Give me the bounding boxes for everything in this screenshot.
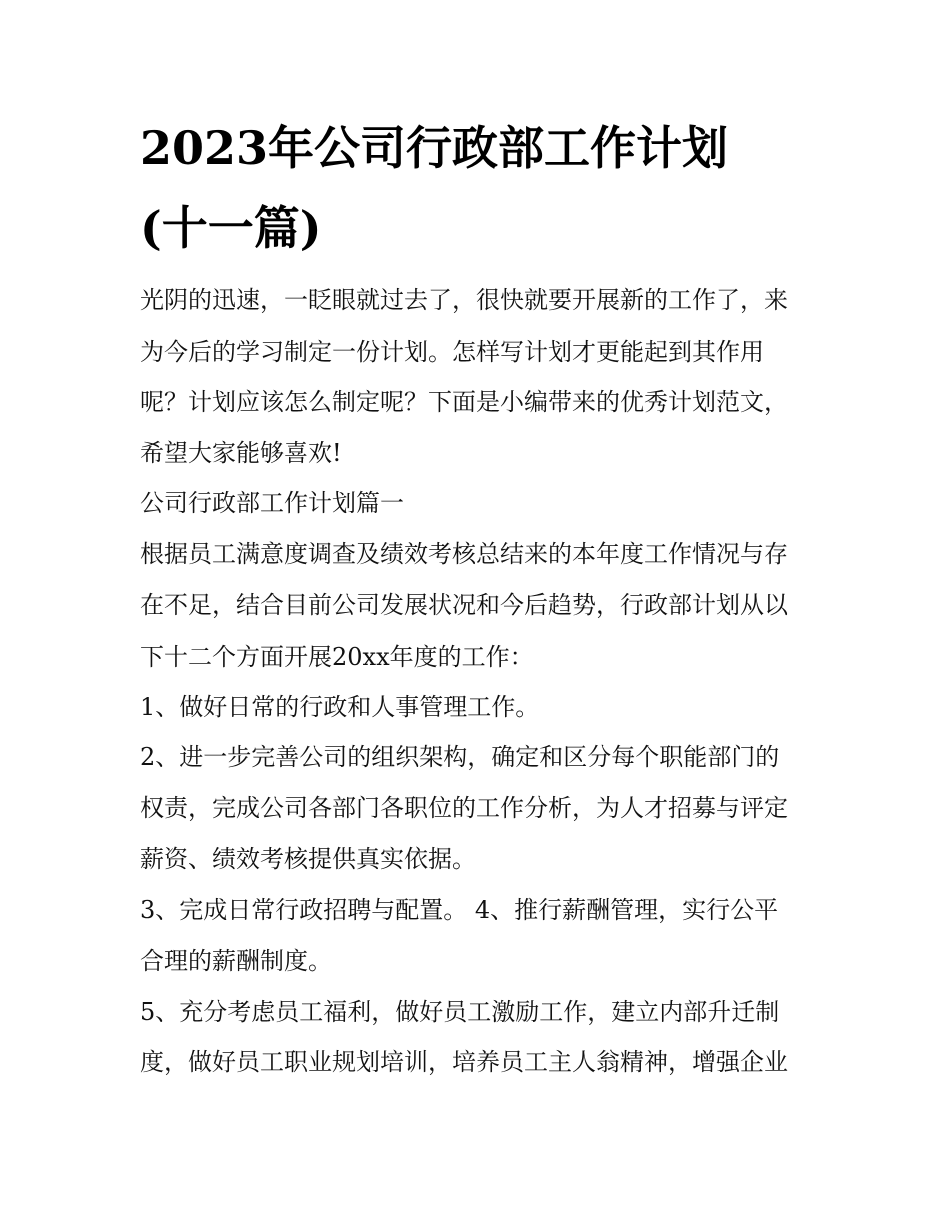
list-item-3-4-line-1: 3、完成日常行政招聘与配置。 4、推行薪酬管理，实行公平 bbox=[140, 896, 779, 924]
intro-line-2: 为今后的学习制定一份计划。怎样写计划才更能起到其作用 bbox=[140, 338, 764, 366]
list-item-2-line-1: 2、进一步完善公司的组织架构，确定和区分每个职能部门的 bbox=[140, 743, 780, 771]
intro-line-4: 希望大家能够喜欢! bbox=[140, 439, 342, 467]
document-title-line-1: 2023年公司行政部工作计划 bbox=[140, 121, 729, 175]
list-item-2-line-2: 权责，完成公司各部门各职位的工作分析，为人才招募与评定 bbox=[140, 794, 788, 822]
list-item-1: 1、做好日常的行政和人事管理工作。 bbox=[140, 693, 540, 721]
list-item-2-line-3: 薪资、绩效考核提供真实依据。 bbox=[140, 845, 476, 873]
list-item-5-line-2: 度，做好员工职业规划培训，培养员工主人翁精神，增强企业 bbox=[140, 1048, 788, 1076]
body-line-1: 根据员工满意度调查及绩效考核总结来的本年度工作情况与存 bbox=[140, 540, 788, 568]
body-line-2: 在不足，结合目前公司发展状况和今后趋势，行政部计划从以 bbox=[140, 591, 788, 619]
section-heading: 公司行政部工作计划篇一 bbox=[140, 489, 404, 517]
list-item-5-line-1: 5、充分考虑员工福利，做好员工激励工作，建立内部升迁制 bbox=[140, 998, 780, 1026]
list-item-3-4-line-2: 合理的薪酬制度。 bbox=[140, 947, 332, 975]
intro-line-3: 呢？计划应该怎么制定呢？下面是小编带来的优秀计划范文， bbox=[140, 388, 788, 416]
intro-line-1: 光阴的迅速，一眨眼就过去了，很快就要开展新的工作了，来 bbox=[140, 286, 788, 314]
document-title-line-2: (十一篇) bbox=[140, 201, 322, 255]
body-line-3: 下十二个方面开展20xx年度的工作： bbox=[140, 643, 534, 671]
